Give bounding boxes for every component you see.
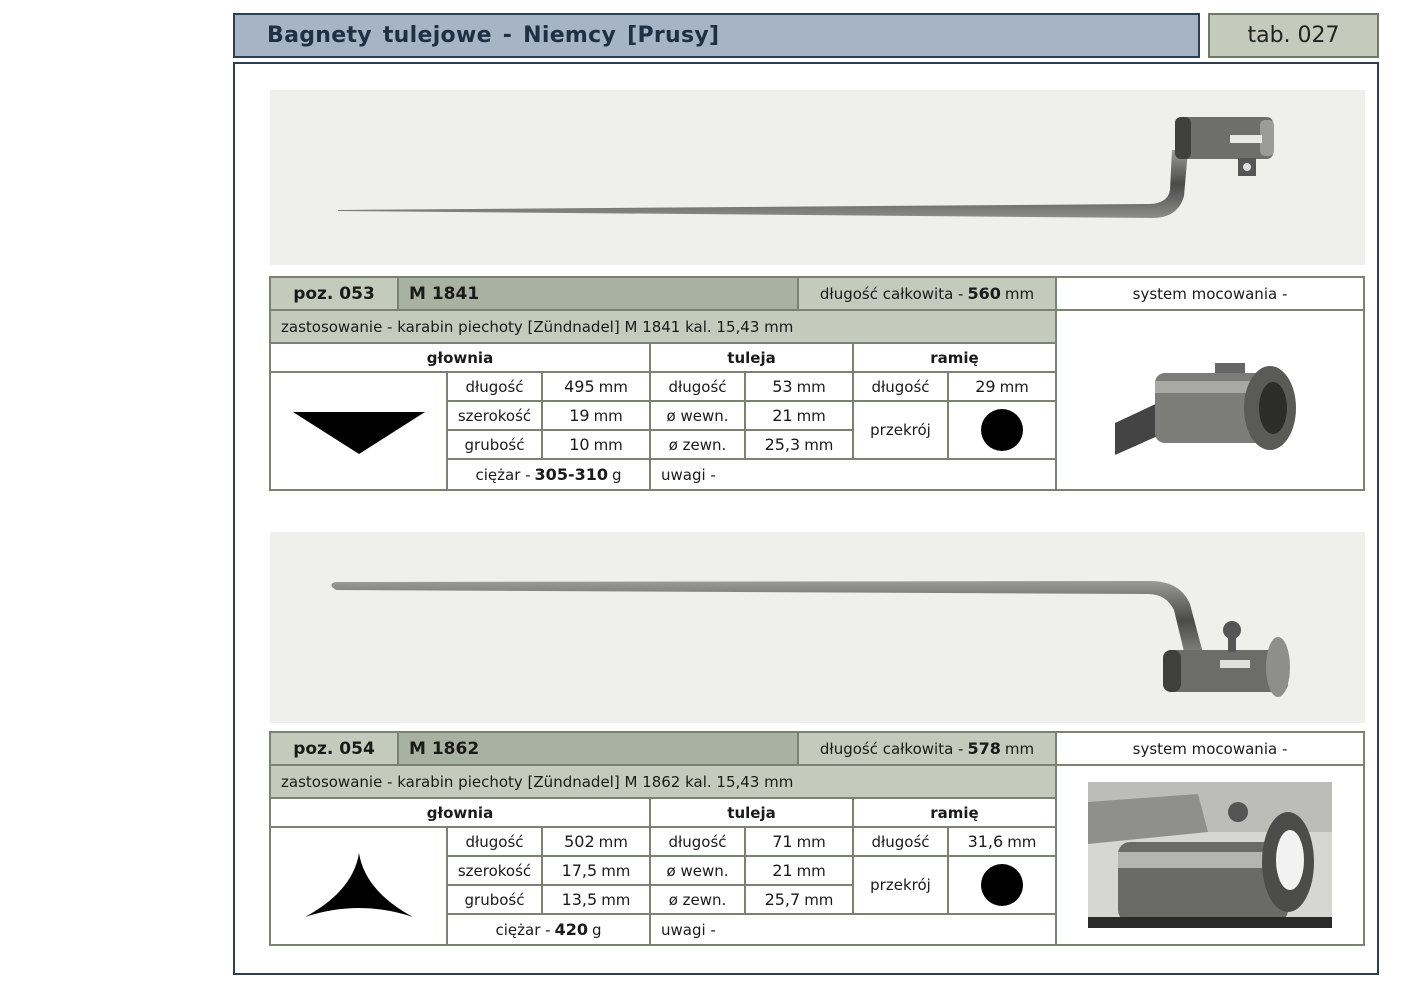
- bayonet-photo-m1841: [270, 90, 1365, 265]
- arm-length-label: długość: [854, 828, 949, 857]
- model-name: M 1862: [399, 733, 799, 766]
- weight: ciężar - 305-310 g: [448, 460, 651, 489]
- model-name: M 1841: [399, 278, 799, 311]
- arm-length-value: 29 mm: [949, 373, 1057, 402]
- blade-width-label: szerokość: [448, 402, 543, 431]
- weight: ciężar - 420 g: [448, 915, 651, 944]
- mount-photo: [1057, 766, 1363, 944]
- table-number-badge: tab. 027: [1208, 13, 1379, 58]
- socket-inner-diameter-label: ø wewn.: [651, 857, 746, 886]
- blade-length-label: długość: [448, 828, 543, 857]
- blade-thickness-label: grubość: [448, 886, 543, 915]
- bayonet-photo-m1862: [270, 532, 1365, 723]
- mount-system-label: system mocowania -: [1057, 278, 1363, 311]
- arm-section-label: przekrój: [854, 857, 949, 915]
- blade-cross-section-icon: [271, 373, 448, 489]
- socket-length-value: 53 mm: [746, 373, 854, 402]
- mount-system-label: system mocowania -: [1057, 733, 1363, 766]
- position-number: poz. 054: [271, 733, 399, 766]
- blade-length-value: 502 mm: [543, 828, 651, 857]
- blade-length-label: długość: [448, 373, 543, 402]
- blade-width-value: 19 mm: [543, 402, 651, 431]
- blade-header: głownia: [271, 799, 651, 828]
- arm-header: ramię: [854, 799, 1057, 828]
- socket-length-label: długość: [651, 828, 746, 857]
- notes: uwagi -: [651, 460, 1057, 489]
- socket-inner-diameter-value: 21 mm: [746, 857, 854, 886]
- blade-cross-section-icon: [271, 828, 448, 944]
- arm-length-value: 31,6 mm: [949, 828, 1057, 857]
- socket-length-value: 71 mm: [746, 828, 854, 857]
- socket-outer-diameter-label: ø zewn.: [651, 886, 746, 915]
- notes: uwagi -: [651, 915, 1057, 944]
- socket-length-label: długość: [651, 373, 746, 402]
- position-number: poz. 053: [271, 278, 399, 311]
- spec-table-m1862: [269, 731, 1365, 946]
- blade-length-value: 495 mm: [543, 373, 651, 402]
- socket-inner-diameter-label: ø wewn.: [651, 402, 746, 431]
- blade-header: głownia: [271, 344, 651, 373]
- arm-header: ramię: [854, 344, 1057, 373]
- arm-section-circle-icon: [949, 857, 1057, 915]
- usage-text: zastosowanie - karabin piechoty [Zündnadel] M 1841 kal. 15,43 mm: [271, 311, 1057, 344]
- blade-width-label: szerokość: [448, 857, 543, 886]
- socket-outer-diameter-value: 25,7 mm: [746, 886, 854, 915]
- blade-thickness-label: grubość: [448, 431, 543, 460]
- blade-width-value: 17,5 mm: [543, 857, 651, 886]
- total-length: długość całkowita - 578 mm: [799, 733, 1057, 766]
- page-title: Bagnety tulejowe - Niemcy [Prusy]: [233, 13, 1200, 58]
- socket-outer-diameter-value: 25,3 mm: [746, 431, 854, 460]
- socket-header: tuleja: [651, 344, 854, 373]
- arm-section-label: przekrój: [854, 402, 949, 460]
- mount-photo: [1057, 311, 1363, 489]
- blade-thickness-value: 10 mm: [543, 431, 651, 460]
- spec-table-m1841: [269, 276, 1365, 491]
- socket-header: tuleja: [651, 799, 854, 828]
- arm-length-label: długość: [854, 373, 949, 402]
- arm-section-circle-icon: [949, 402, 1057, 460]
- usage-text: zastosowanie - karabin piechoty [Zündnadel] M 1862 kal. 15,43 mm: [271, 766, 1057, 799]
- socket-outer-diameter-label: ø zewn.: [651, 431, 746, 460]
- total-length: długość całkowita - 560 mm: [799, 278, 1057, 311]
- socket-inner-diameter-value: 21 mm: [746, 402, 854, 431]
- blade-thickness-value: 13,5 mm: [543, 886, 651, 915]
